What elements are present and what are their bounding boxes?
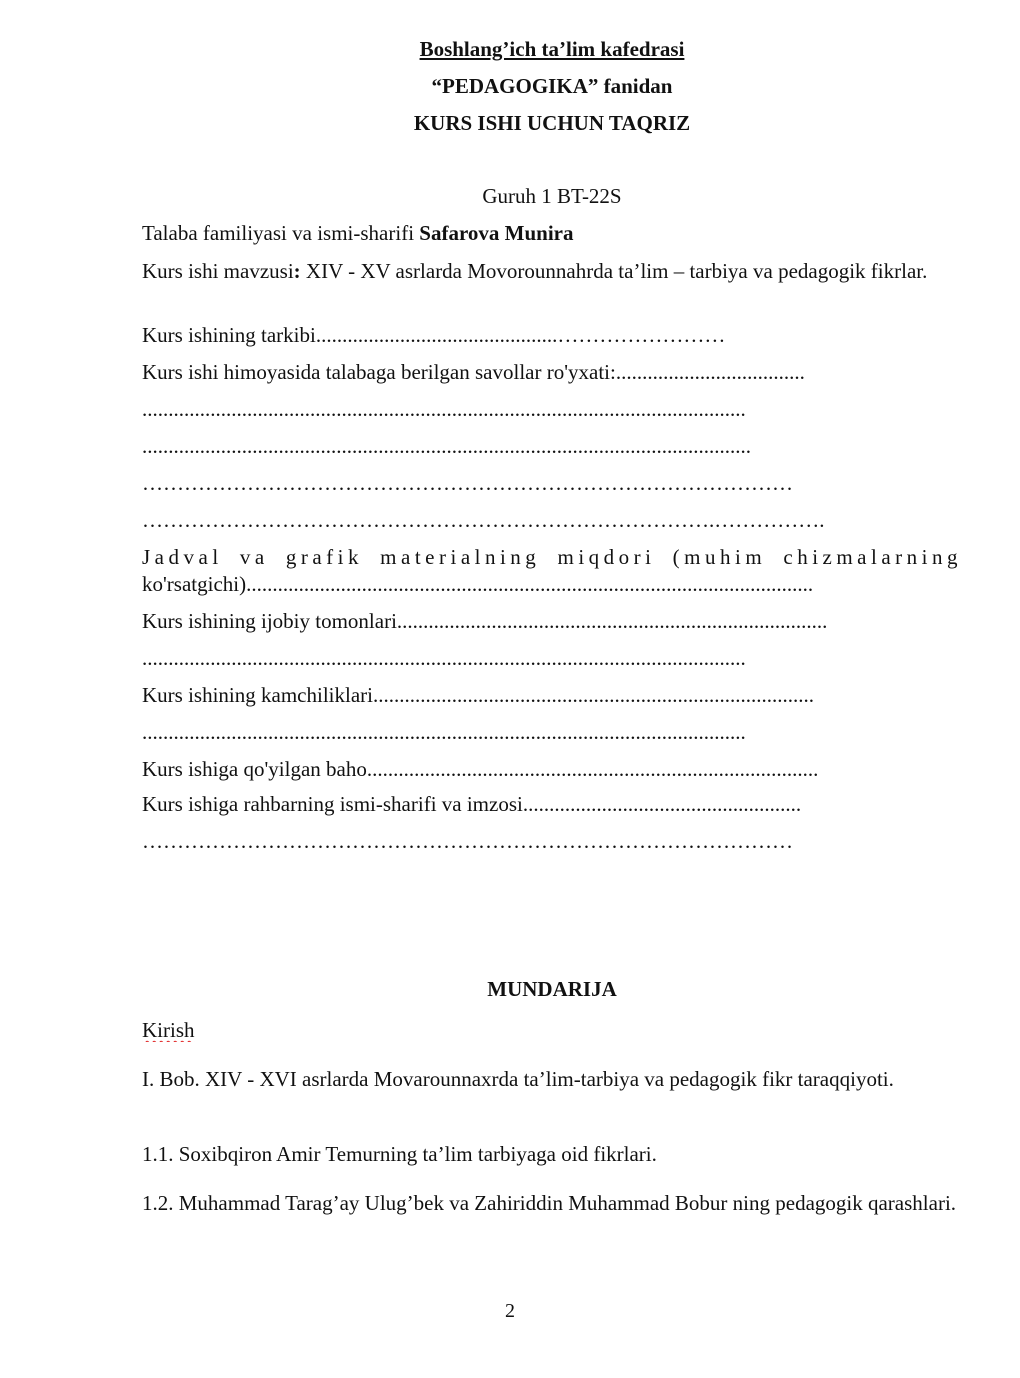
dotted-line: ………………………………………………………………………………… — [142, 471, 793, 495]
tables-line-continued: ko'rsatgichi)............................................................................................................ — [142, 572, 814, 596]
dotted-line: ………………………………………………………………………………… — [142, 829, 793, 853]
dotted-line: ................................................................................................................... — [142, 720, 746, 744]
dotted-line: ................................................................................................................... — [142, 397, 746, 421]
dotted-line: ................................................................................................................... — [142, 646, 746, 670]
contents-item-1-2: 1.2. Muhammad Tarag’ay Ulug’bek va Zahiriddin Muhammad Bobur ning pedagogik qarashlari. — [142, 1191, 957, 1215]
topic-colon: : — [293, 259, 301, 283]
topic-label: Kurs ishi mavzusi — [142, 259, 294, 283]
group-line: Guruh 1 BT-22S — [482, 184, 622, 208]
questions-line: Kurs ishi himoyasida talabaga berilgan savollar ro'yxati:.................................... — [142, 360, 805, 384]
department-title: Boshlang’ich ta’lim kafedrasi — [419, 37, 685, 61]
student-line — [142, 221, 962, 245]
positives-line: Kurs ishining ijobiy tomonlari.................................................................................. — [142, 609, 828, 633]
supervisor-line: Kurs ishiga rahbarning ismi-sharifi va imzosi..................................................... — [142, 792, 802, 816]
shortcomings-line: Kurs ishining kamchiliklari.................................................................................... — [142, 683, 814, 707]
review-title: KURS ISHI UCHUN TAQRIZ — [413, 111, 691, 135]
subject-title: “PEDAGOGIKA” fanidan — [431, 74, 673, 98]
dotted-line: ……………………………………………………………………….……………. — [142, 508, 825, 532]
grade-line: Kurs ishiga qo'yilgan baho...................................................................................... — [142, 757, 819, 781]
topic-text: XIV - XV asrlarda Movorounnahrda ta’lim – tarbiya va pedagogik fikrlar. — [300, 259, 928, 283]
contents-item-1-1: 1.1. Soxibqiron Amir Temurning ta’lim tarbiyaga oid fikrlari. — [142, 1142, 657, 1166]
tables-line: Jadval va grafik materialning miqdori (muhim chizmalarning — [142, 545, 962, 569]
dotted-line: .................................................................................................................... — [142, 434, 751, 458]
page-number: 2 — [505, 1300, 515, 1322]
contents-chapter-1: I. Bob. XIV - XVI asrlarda Movarounnaxrda ta’lim-tarbiya va pedagogik fikr taraqqiyoti. — [142, 1067, 894, 1091]
student-name: Safarova Munira — [419, 221, 574, 245]
structure-line: Kurs ishining tarkibi..............................................…………………… — [142, 323, 726, 347]
contents-intro: Kirish — [142, 1018, 195, 1042]
student-label: Talaba familiyasi va ismi-sharifi — [142, 221, 420, 245]
contents-title: MUNDARIJA — [487, 977, 617, 1001]
topic-line — [142, 258, 962, 285]
